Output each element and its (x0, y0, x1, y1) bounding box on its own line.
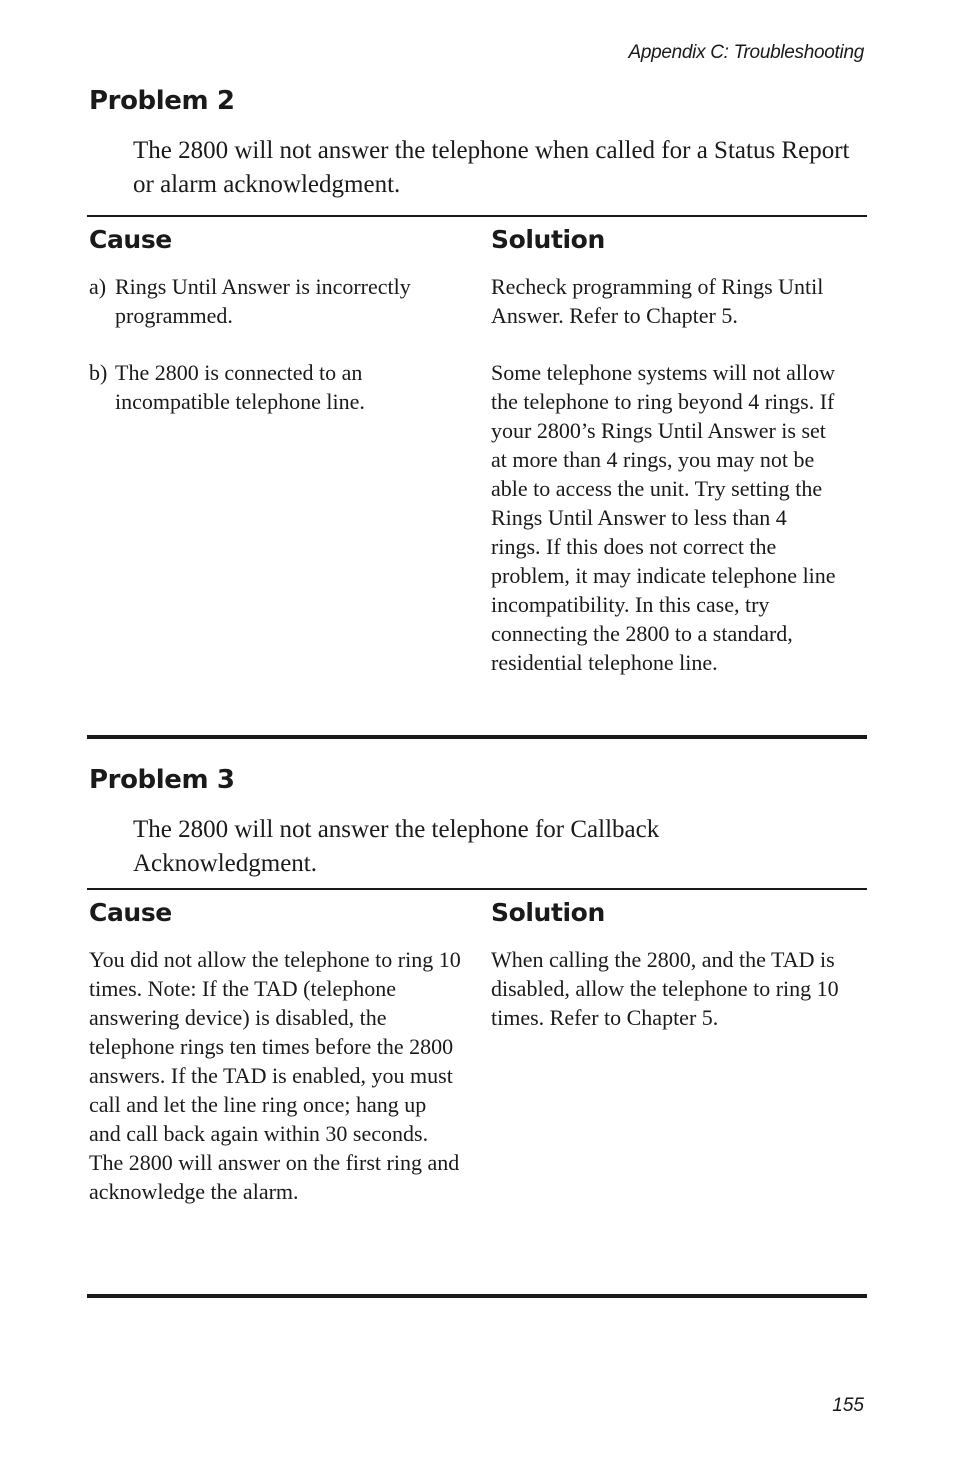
cause-column-heading: Cause (89, 225, 172, 254)
solution-item-b: Some telephone systems will not allow the telephone to ring beyond 4 rings. If your 2800’s Rings Until Answer is set at more than 4 rings, you may not be able to access the unit. Try setting the Rings Until Answer to less than 4 rings. If this does not correct the problem, it may indicate telephone line incompatibility. In this case, try connecting the 2800 to a standard, residential telephone line. (491, 360, 836, 675)
cause-item-b (89, 358, 409, 416)
solution-column-heading: Solution (491, 898, 605, 927)
table-bottom-rule (87, 1294, 867, 1298)
cause-column-heading: Cause (89, 898, 172, 927)
problem-3-description: The 2800 will not answer the telephone for Callback Acknowledgment. (133, 816, 660, 877)
cause-item-a (89, 272, 459, 330)
table-top-rule (87, 888, 867, 890)
problem-2-description: The 2800 will not answer the telephone when called for a Status Report or alarm acknowledgment. (133, 137, 850, 198)
cause-item-letter: b) (89, 360, 108, 385)
solution-text: When calling the 2800, and the TAD is disabled, allow the telephone to ring 10 times. Refer to Chapter 5. (491, 947, 839, 1030)
cause-item-letter: a) (89, 274, 107, 299)
table-top-rule (87, 215, 867, 217)
problem-3-heading: Problem 3 (89, 765, 235, 795)
table-bottom-rule (87, 735, 867, 739)
cause-item-text: Rings Until Answer is incorrectly programmed. (115, 274, 411, 328)
problem-2-heading: Problem 2 (89, 86, 235, 116)
solution-column-heading: Solution (491, 225, 605, 254)
running-head: Appendix C: Troubleshooting (628, 42, 864, 63)
page-number: 155 (832, 1395, 864, 1416)
solution-item-a: Recheck programming of Rings Until Answer. Refer to Chapter 5. (491, 274, 824, 328)
cause-text: You did not allow the telephone to ring 10 times. Note: If the TAD (telephone answering device) is disabled, the telephone rings ten times before the 2800 answers. If the TAD is enabled, you must call and let the line ring once; hang up and call back again within 30 seconds. The 2800 will answer on the first ring and acknowledge the alarm. (89, 947, 461, 1204)
cause-item-text: The 2800 is connected to an incompatible telephone line. (115, 360, 365, 414)
